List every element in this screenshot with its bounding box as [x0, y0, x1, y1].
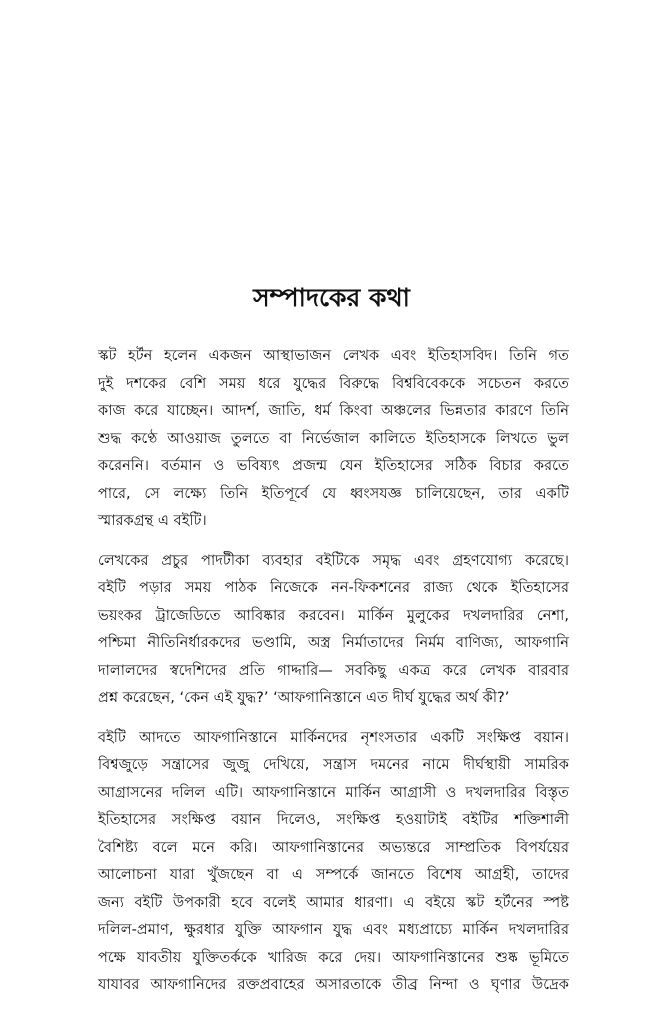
text-line: দালালদের স্বদেশিদের প্রতি গাদ্দারি— সবকিছু একত্র করে লেখক বারবার: [98, 661, 569, 679]
text-line: দুই দশকের বেশি সময় ধরে যুদ্ধের বিরুদ্ধে বিশ্ববিবেককে সচেতন করতে: [98, 374, 569, 392]
text-line: বইটি আদতে আফগানিস্তানে মার্কিনদের নৃশংসতার একটি সংক্ষিপ্ত বয়ান।: [98, 728, 569, 746]
text-line: আগ্রাসনের দলিল এটি। আফগানিস্তানে মার্কিন আগ্রাসী ও দখলদারির বিস্তৃত: [98, 783, 569, 801]
text-line: ভয়ংকর ট্রাজেডিতে আবিষ্কার করবেন। মার্কিন মুলুকের দখলদারির নেশা,: [98, 606, 569, 624]
text-line: বৈশিষ্ট্য বলে মনে করি। আফগানিস্তানের অভ্যন্তরে সাম্প্রতিক বিপর্যয়ের: [98, 838, 569, 856]
text-line: দলিল-প্রমাণ, ক্ষুরধার যুক্তি আফগান যুদ্ধ এবং মধ্যপ্রাচ্যে মার্কিন দখলদারির: [98, 921, 569, 938]
paragraph-3: [98, 724, 569, 999]
text-line: পশ্চিমা নীতিনির্ধারকদের ভণ্ডামি, অস্ত্র নির্মাতাদের নির্মম বাণিজ্য, আফগানি: [98, 634, 569, 651]
text-line: করেননি। বর্তমান ও ভবিষ্যৎ প্রজন্ম যেন ইতিহাসের সঠিক বিচার করতে: [98, 457, 569, 474]
text-line: ইতিহাসের সংক্ষিপ্ত বয়ান দিলেও, সংক্ষিপ্ত হওয়াটাই বইটির শক্তিশালী: [98, 811, 569, 828]
text-line: পক্ষে যাবতীয় যুক্তিতর্ককে খারিজ করে দেয়। আফগানিস্তানের শুষ্ক ভূমিতে: [98, 948, 569, 966]
text-line: লেখকের প্রচুর পাদটীকা ব্যবহার বইটিকে সমৃদ্ধ এবং গ্রহণযোগ্য করেছে।: [98, 551, 569, 569]
text-line: কাজ করে যাচ্ছেন। আদর্শ, জাতি, ধর্ম কিংবা অঞ্চলের ভিন্নতার কারণে তিনি: [98, 402, 569, 419]
text-line: পারে, সে লক্ষ্যে তিনি ইতিপূর্বে যে ধ্বংসযজ্ঞ চালিয়েছেন, তার একটি: [98, 484, 569, 502]
text-line: শুদ্ধ কণ্ঠে আওয়াজ তুলতে বা নির্ভেজাল কালিতে ইতিহাসকে লিখতে ভুল: [98, 429, 569, 447]
text-line: যাযাবর আফগানিদের রক্তপ্রবাহের অসারতাকে তীব্র নিন্দা ও ঘৃণার উদ্রেক: [98, 976, 569, 993]
page-title: সম্পাদকের কথা: [253, 283, 410, 312]
paragraph-1: [98, 342, 569, 535]
text-line: স্মারকগ্রন্থ এ বইটি।: [98, 512, 207, 529]
body-text: [98, 342, 569, 999]
text-line: জন্য বইটি উপকারী হবে বলেই আমার ধারণা। এ বইয়ে স্কট হর্টনের স্পষ্ট: [98, 893, 569, 911]
text-line: বইটি পড়ার সময় পাঠক নিজেকে নন-ফিকশনের রাজ্য থেকে ইতিহাসের: [98, 579, 569, 596]
text-line: প্রশ্ন করেছেন, ‘কেন এই যুদ্ধ?’ ‘আফগানিস্তানে এত দীর্ঘ যুদ্ধের অর্থ কী?’: [98, 689, 510, 706]
text-line: আলোচনা যারা খুঁজছেন বা এ সম্পর্কে জানতে বিশেষ আগ্রহী, তাদের: [98, 866, 569, 883]
text-line: বিশ্বজুড়ে সন্ত্রাসের জুজু দেখিয়ে, সন্ত্রাস দমনের নামে দীর্ঘস্থায়ী সামরিক: [98, 756, 569, 773]
paragraph-2: [98, 547, 569, 712]
text-line: স্কট হর্টন হলেন একজন আস্থাভাজন লেখক এবং ইতিহাসবিদ। তিনি গত: [98, 347, 569, 364]
